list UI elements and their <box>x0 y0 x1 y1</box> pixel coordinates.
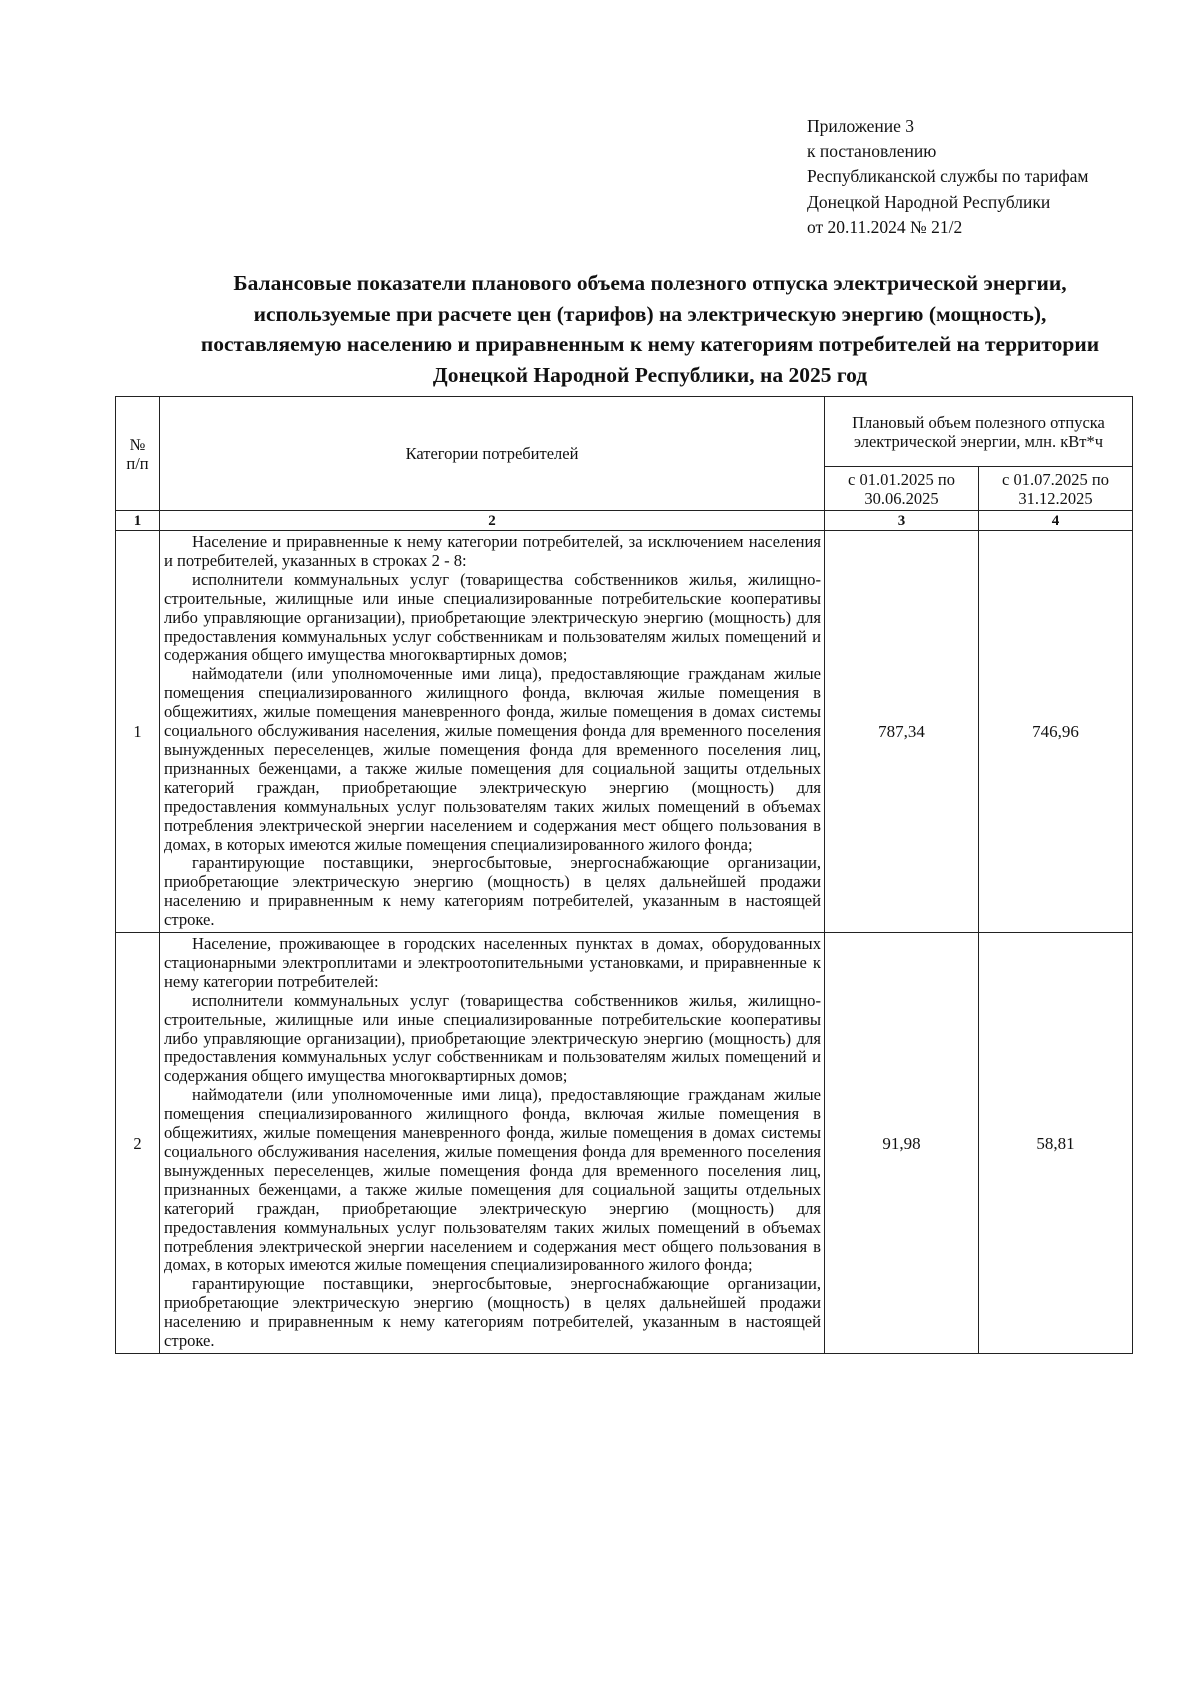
document-title <box>150 268 1150 390</box>
table-row <box>116 933 1133 1354</box>
header-period-1: с 01.01.2025 по 30.06.2025 <box>825 467 979 511</box>
column-number: 1 <box>116 511 160 531</box>
header-period-2: с 01.07.2025 по 31.12.2025 <box>979 467 1133 511</box>
row-number: 2 <box>116 933 160 1354</box>
row-value-period-2: 58,81 <box>979 933 1133 1354</box>
appendix-line: Приложение 3 <box>807 116 915 136</box>
row-value-period-2: 746,96 <box>979 531 1133 933</box>
appendix-line: от 20.11.2024 № 21/2 <box>807 216 963 237</box>
header-num: № п/п <box>116 397 160 511</box>
header-category: Категории потребителей <box>160 397 825 511</box>
row-paragraph: Население, проживающее в городских населенных пунктах в домах, оборудованных стационарными электроплитами и электроотопительными установками, и приравненные к нему категории потребителей: <box>164 934 821 991</box>
title-line: Балансовые показатели планового объема полезного отпуска электрической энергии, <box>233 271 1067 295</box>
column-number: 2 <box>160 511 825 531</box>
row-paragraph: наймодатели (или уполномоченные ими лица), предоставляющие гражданам жилые помещения специализированного жилищного фонда, включая жилые помещения в общежитиях, жилые помещения маневренного фонда, жилые помещения в домах системы социального обслуживания населения, жилые помещения фонда для временного поселения вынужденных переселенцев, жилые помещения фонда для временного поселения лиц, признанных беженцами, а также жилые помещения для социальной защиты отдельных категорий граждан, приобретающие электрическую энергию (мощность) для предоставления коммунальных услуг пользователям таких жилых помещений в объемах потребления электрической энергии населением и содержания мест общего пользования в домах, в которых имеются жилые помещения специализированного жилого фонда; <box>164 664 821 854</box>
appendix-line: Республиканской службы по тарифам <box>807 166 1089 187</box>
title-line: используемые при расчете цен (тарифов) на электрическую энергию (мощность), <box>253 301 1047 326</box>
appendix-block <box>807 114 1089 240</box>
header-volume: Плановый объем полезного отпуска электрической энергии, млн. кВт*ч <box>825 397 1133 467</box>
title-line: поставляемую населению и приравненным к нему категориям потребителей на территории <box>200 332 1100 356</box>
row-paragraph: наймодатели (или уполномоченные ими лица), предоставляющие гражданам жилые помещения специализированного жилищного фонда, включая жилые помещения в общежитиях, жилые помещения маневренного фонда, жилые помещения в домах системы социального обслуживания населения, жилые помещения фонда для временного поселения вынужденных переселенцев, жилые помещения фонда для временного поселения лиц, признанных беженцами, а также жилые помещения для социальной защиты отдельных категорий граждан, приобретающие электрическую энергию (мощность) для предоставления коммунальных услуг пользователям таких жилых помещений в объемах потребления электрической энергии населением и содержания мест общего пользования в домах, в которых имеются жилые помещения специализированного жилого фонда; <box>164 1085 821 1275</box>
row-paragraph: гарантирующие поставщики, энергосбытовые, энергоснабжающие организации, приобретающие электрическую энергию (мощность) в целях дальнейшей продажи населению и приравненным к нему категориям потребителей, указанным в настоящей строке. <box>164 1274 821 1351</box>
column-number: 3 <box>825 511 979 531</box>
row-paragraph: Население и приравненные к нему категории потребителей, за исключением населения и потребителей, указанных в строках 2 - 8: <box>164 532 821 570</box>
row-paragraph: гарантирующие поставщики, энергосбытовые, энергоснабжающие организации, приобретающие электрическую энергию (мощность) в целях дальнейшей продажи населению и приравненным к нему категориям потребителей, указанным в настоящей строке. <box>164 853 821 930</box>
table-row <box>116 531 1133 933</box>
row-number: 1 <box>116 531 160 933</box>
row-value-period-1: 91,98 <box>825 933 979 1354</box>
row-paragraph: исполнители коммунальных услуг (товарищества собственников жилья, жилищно-строительные, жилищные или иные специализированные потребительские кооперативы либо управляющие организации), приобретающие электрическую энергию (мощность) для предоставления коммунальных услуг собственникам и пользователям жилых помещений и содержания общего имущества многоквартирных домов; <box>164 990 821 1086</box>
row-value-period-1: 787,34 <box>825 531 979 933</box>
title-line: Донецкой Народной Республики, на 2025 год <box>432 362 868 387</box>
row-paragraph: исполнители коммунальных услуг (товарищества собственников жилья, жилищно-строительные, жилищные или иные специализированные потребительские кооперативы либо управляющие организации), приобретающие электрическую энергию (мощность) для предоставления коммунальных услуг собственникам и пользователям жилых помещений и содержания общего имущества многоквартирных домов; <box>164 569 821 665</box>
row-description <box>160 531 825 933</box>
appendix-line: Донецкой Народной Республики <box>807 191 1051 212</box>
column-number: 4 <box>979 511 1133 531</box>
appendix-line: к постановлению <box>807 141 937 162</box>
row-description <box>160 933 825 1354</box>
volume-table <box>115 396 1133 1354</box>
